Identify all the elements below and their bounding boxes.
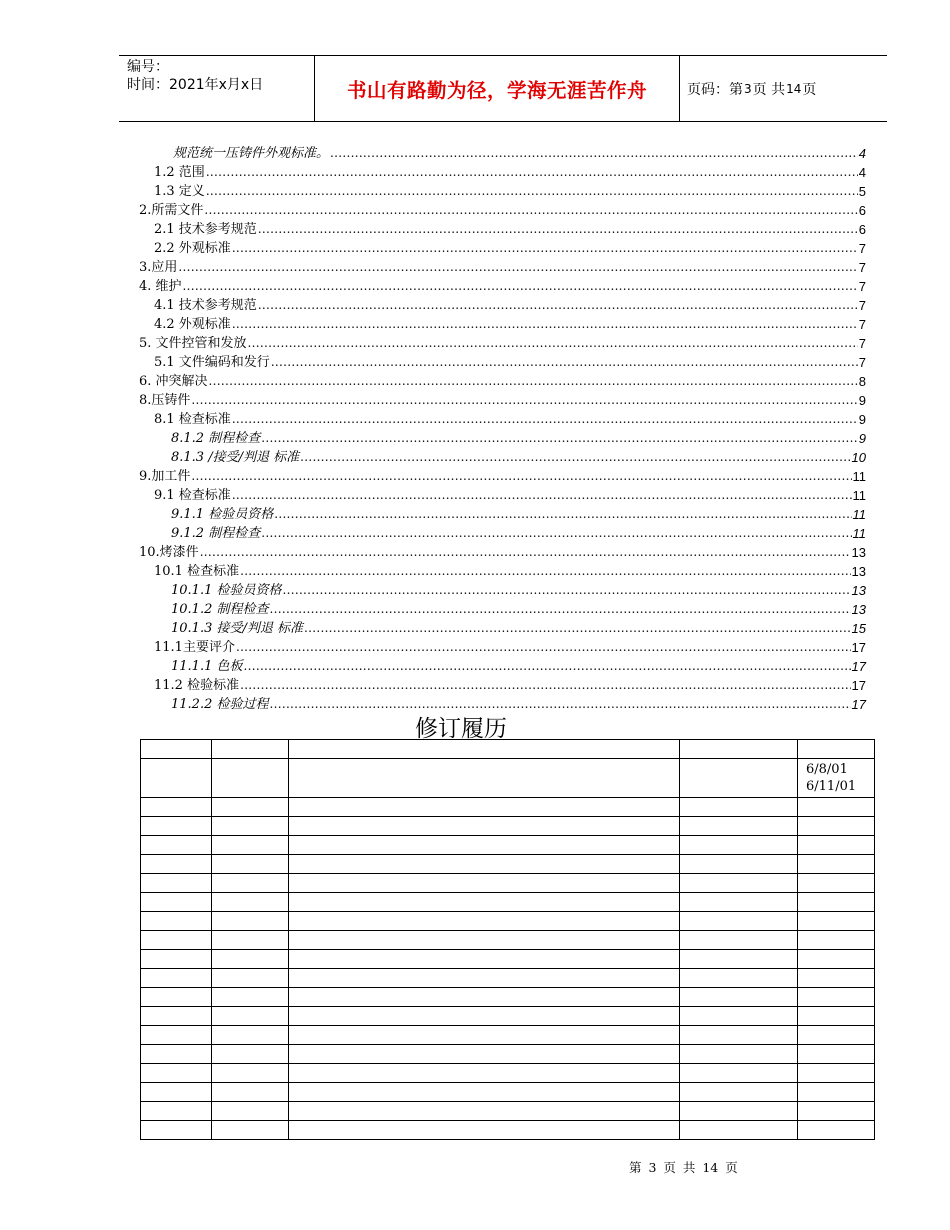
toc-entry-page: 7 xyxy=(858,355,866,370)
toc-entry-label: 4.2 外观标准 xyxy=(154,317,231,332)
table-cell xyxy=(798,1064,875,1083)
toc-entry[interactable] xyxy=(139,353,866,372)
revision-date: 6/11/01 xyxy=(806,779,857,794)
table-cell xyxy=(289,1045,680,1064)
toc-entry-page: 11 xyxy=(852,507,866,522)
toc-leader-dots xyxy=(232,315,858,334)
table-cell xyxy=(141,1064,212,1083)
toc-entry-page: 11 xyxy=(852,488,866,503)
table-cell xyxy=(798,874,875,893)
table-row xyxy=(141,950,875,969)
table-cell xyxy=(289,817,680,836)
table-cell xyxy=(141,798,212,817)
toc-leader-dots xyxy=(330,144,858,163)
toc-entry-label: 8.1.3 /接受/判退 标准 xyxy=(171,450,300,465)
table-cell xyxy=(680,798,798,817)
table-row xyxy=(141,893,875,912)
toc-entry-label: 9.1 检查标准 xyxy=(154,488,231,503)
table-cell xyxy=(212,893,289,912)
table-cell xyxy=(141,817,212,836)
toc-leader-dots xyxy=(243,657,850,676)
toc-leader-dots xyxy=(269,695,850,714)
toc-entry[interactable] xyxy=(139,486,866,505)
table-cell xyxy=(680,1026,798,1045)
toc-entry[interactable] xyxy=(139,638,866,657)
table-cell xyxy=(798,969,875,988)
toc-entry-page: 13 xyxy=(851,583,866,598)
page-total: 14 xyxy=(786,81,802,96)
toc-leader-dots xyxy=(258,220,858,239)
table-cell xyxy=(141,1007,212,1026)
table-cell xyxy=(141,950,212,969)
table-row xyxy=(141,759,875,798)
toc-entry[interactable] xyxy=(139,372,866,391)
table-row xyxy=(141,1045,875,1064)
toc-entry-label: 10.1.1 检验员资格 xyxy=(171,583,282,598)
toc-entry[interactable] xyxy=(139,239,866,258)
table-row xyxy=(141,836,875,855)
toc-entry[interactable] xyxy=(139,296,866,315)
toc-leader-dots xyxy=(232,410,858,429)
toc-leader-dots xyxy=(304,619,851,638)
toc-entry-label: 2.1 技术参考规范 xyxy=(154,222,257,237)
toc-entry-page: 6 xyxy=(858,222,866,237)
table-row xyxy=(141,740,875,759)
table-cell xyxy=(141,912,212,931)
table-cell xyxy=(141,893,212,912)
toc-entry-page: 4 xyxy=(858,165,866,180)
toc-leader-dots xyxy=(261,524,851,543)
table-cell xyxy=(212,969,289,988)
table-cell xyxy=(212,950,289,969)
revision-date: 6/8/01 xyxy=(806,762,848,777)
table-cell xyxy=(212,740,289,759)
table-row xyxy=(141,1121,875,1140)
table-cell xyxy=(141,988,212,1007)
toc-entry-page: 7 xyxy=(858,336,866,351)
toc-entry-label: 8.1.2 制程检查 xyxy=(171,431,261,446)
toc-leader-dots xyxy=(261,429,858,448)
toc-entry-label: 3.应用 xyxy=(139,260,178,275)
table-cell xyxy=(680,1045,798,1064)
table-cell xyxy=(798,740,875,759)
table-cell xyxy=(798,1083,875,1102)
table-cell xyxy=(680,855,798,874)
table-cell xyxy=(680,759,798,798)
toc-entry-label: 11.1主要评介 xyxy=(154,640,235,655)
toc-entry-page: 9 xyxy=(858,393,866,408)
table-cell xyxy=(289,798,680,817)
table-cell xyxy=(680,1121,798,1140)
revision-title: 修订履历 xyxy=(415,716,507,742)
page-footer: 第 3 页 共 14 页 xyxy=(629,1160,738,1175)
toc-entry[interactable] xyxy=(139,600,866,619)
table-cell xyxy=(289,1102,680,1121)
table-cell xyxy=(212,1007,289,1026)
table-cell xyxy=(212,817,289,836)
table-cell xyxy=(289,855,680,874)
toc-leader-dots xyxy=(191,467,851,486)
toc-entry[interactable] xyxy=(139,258,866,277)
table-cell xyxy=(212,1045,289,1064)
table-cell xyxy=(289,1083,680,1102)
table-cell xyxy=(212,912,289,931)
toc-entry[interactable] xyxy=(139,543,866,562)
table-cell xyxy=(212,931,289,950)
toc-entry-label: 9.1.1 检验员资格 xyxy=(171,507,274,522)
toc-entry-page: 4 xyxy=(858,146,866,161)
toc-entry[interactable] xyxy=(139,391,866,410)
table-cell xyxy=(798,1026,875,1045)
table-cell xyxy=(798,893,875,912)
toc-entry-page: 17 xyxy=(851,640,866,655)
toc-entry-label: 8.1 检查标准 xyxy=(154,412,231,427)
table-cell xyxy=(141,740,212,759)
table-row xyxy=(141,817,875,836)
toc-entry[interactable] xyxy=(139,182,866,201)
table-cell xyxy=(289,931,680,950)
toc-entry[interactable] xyxy=(139,448,866,467)
toc-entry-label: 1.2 范围 xyxy=(154,165,205,180)
toc-entry-label: 10.烤漆件 xyxy=(139,545,199,560)
toc-entry[interactable] xyxy=(139,524,866,543)
header-motto: 书山有路勤为径，学海无涯苦作舟 xyxy=(314,56,680,121)
table-cell xyxy=(798,1045,875,1064)
toc-entry[interactable] xyxy=(139,505,866,524)
toc-entry-label: 9.1.2 制程检查 xyxy=(171,526,261,541)
toc-entry[interactable] xyxy=(139,467,866,486)
table-cell xyxy=(798,855,875,874)
table-cell xyxy=(289,912,680,931)
toc-entry-page: 5 xyxy=(858,184,866,199)
header-page-info xyxy=(678,56,887,121)
table-cell xyxy=(212,988,289,1007)
table-cell xyxy=(798,931,875,950)
toc-entry-label: 1.3 定义 xyxy=(154,184,205,199)
toc-entry-label: 6. 冲突解决 xyxy=(139,374,208,389)
toc-leader-dots xyxy=(248,334,858,353)
toc-entry[interactable] xyxy=(139,315,866,334)
header-info xyxy=(119,56,314,121)
table-cell xyxy=(212,1026,289,1045)
toc-entry-page: 17 xyxy=(851,697,866,712)
toc-leader-dots xyxy=(200,543,851,562)
table-cell xyxy=(798,1007,875,1026)
table-cell xyxy=(798,798,875,817)
toc-entry[interactable] xyxy=(139,410,866,429)
toc-leader-dots xyxy=(183,277,858,296)
toc-entry-label: 9.加工件 xyxy=(139,469,191,484)
toc-entry-page: 10 xyxy=(851,450,866,465)
toc-entry[interactable] xyxy=(139,277,866,296)
table-cell xyxy=(289,969,680,988)
table-cell xyxy=(212,855,289,874)
table-cell xyxy=(680,740,798,759)
toc-entry-page: 7 xyxy=(858,298,866,313)
table-cell xyxy=(141,1045,212,1064)
table-cell xyxy=(289,893,680,912)
toc-entry-page: 17 xyxy=(851,678,866,693)
table-cell xyxy=(289,836,680,855)
table-cell xyxy=(141,874,212,893)
table-cell xyxy=(141,1083,212,1102)
revision-table xyxy=(140,739,875,1140)
table-row xyxy=(141,931,875,950)
table-cell xyxy=(212,798,289,817)
toc-leader-dots xyxy=(178,258,857,277)
table-row xyxy=(141,1064,875,1083)
table-cell xyxy=(680,969,798,988)
table-cell xyxy=(289,740,680,759)
toc-entry[interactable] xyxy=(139,201,866,220)
toc-entry[interactable] xyxy=(139,657,866,676)
toc-entry-page: 7 xyxy=(858,260,866,275)
toc-entry-page: 7 xyxy=(858,241,866,256)
toc-entry-page: 13 xyxy=(851,564,866,579)
table-cell xyxy=(680,836,798,855)
toc-entry-label: 10.1 检查标准 xyxy=(154,564,240,579)
table-row xyxy=(141,988,875,1007)
table-cell xyxy=(141,969,212,988)
table-cell xyxy=(798,988,875,1007)
table-cell xyxy=(680,1007,798,1026)
toc-leader-dots xyxy=(191,391,857,410)
toc-entry-page: 6 xyxy=(858,203,866,218)
table-cell xyxy=(680,912,798,931)
table-cell xyxy=(141,1121,212,1140)
table-row xyxy=(141,855,875,874)
toc-leader-dots xyxy=(232,239,858,258)
table-row xyxy=(141,798,875,817)
table-cell xyxy=(212,759,289,798)
toc-leader-dots xyxy=(300,448,850,467)
toc-entry-page: 8 xyxy=(858,374,866,389)
toc-leader-dots xyxy=(271,353,858,372)
toc-leader-dots xyxy=(274,505,851,524)
table-cell xyxy=(141,931,212,950)
toc-entry[interactable] xyxy=(139,619,866,638)
toc-leader-dots xyxy=(204,201,857,220)
table-cell xyxy=(289,1026,680,1045)
table-cell xyxy=(141,1026,212,1045)
toc-entry[interactable] xyxy=(139,429,866,448)
toc-leader-dots xyxy=(240,562,850,581)
toc-entry-page: 13 xyxy=(851,602,866,617)
table-cell xyxy=(141,1102,212,1121)
table-cell xyxy=(680,874,798,893)
table-cell xyxy=(798,1102,875,1121)
toc-entry[interactable] xyxy=(139,676,866,695)
toc-entry-page: 7 xyxy=(858,317,866,332)
toc-leader-dots xyxy=(282,581,850,600)
table-cell xyxy=(798,759,875,798)
toc-entry[interactable] xyxy=(139,334,866,353)
table-cell xyxy=(798,950,875,969)
table-cell xyxy=(798,1121,875,1140)
table-cell xyxy=(289,1007,680,1026)
table-cell xyxy=(680,817,798,836)
toc-entry-page: 17 xyxy=(851,659,866,674)
toc-entry-page: 9 xyxy=(858,431,866,446)
table-cell xyxy=(289,950,680,969)
toc-entry-label: 11.2.2 检验过程 xyxy=(171,697,269,712)
toc-entry-label: 10.1.2 制程检查 xyxy=(171,602,269,617)
toc-entry-label: 规范统一压铸件外观标准。 xyxy=(173,146,330,161)
table-cell xyxy=(798,836,875,855)
toc-entry-label: 5.1 文件编码和发行 xyxy=(154,355,270,370)
table-row xyxy=(141,969,875,988)
time-label: 时间：2021年x月x日 xyxy=(127,77,264,93)
toc-entry[interactable] xyxy=(139,163,866,182)
toc-entry-label: 2.2 外观标准 xyxy=(154,241,231,256)
table-cell xyxy=(289,988,680,1007)
page-suffix: 页 xyxy=(802,81,817,98)
toc-entry-page: 11 xyxy=(852,469,866,484)
table-cell xyxy=(212,1102,289,1121)
table-row xyxy=(141,874,875,893)
toc-entry[interactable] xyxy=(139,220,866,239)
table-cell xyxy=(289,759,680,798)
toc-entry[interactable] xyxy=(139,581,866,600)
table-cell xyxy=(141,759,212,798)
table-cell xyxy=(798,912,875,931)
table-row xyxy=(141,1026,875,1045)
toc-entry-label: 4.1 技术参考规范 xyxy=(154,298,257,313)
toc-entry-page: 15 xyxy=(851,621,866,636)
table-cell xyxy=(680,1083,798,1102)
table-cell xyxy=(289,1121,680,1140)
toc-entry[interactable] xyxy=(139,562,866,581)
toc-entry-label: 5. 文件控管和发放 xyxy=(139,336,247,351)
toc-entry-label: 4. 维护 xyxy=(139,279,182,294)
table-cell xyxy=(289,1064,680,1083)
toc-entry-label: 2.所需文件 xyxy=(139,203,204,218)
table-cell xyxy=(289,874,680,893)
table-cell xyxy=(212,874,289,893)
toc-leader-dots xyxy=(269,600,850,619)
table-row xyxy=(141,1102,875,1121)
toc-entry-page: 7 xyxy=(858,279,866,294)
toc-entry-label: 11.2 检验标准 xyxy=(154,678,240,693)
table-cell xyxy=(212,836,289,855)
table-cell xyxy=(141,836,212,855)
toc-entry-label: 10.1.3 接受/判退 标准 xyxy=(171,621,303,636)
table-cell xyxy=(680,931,798,950)
table-row xyxy=(141,1007,875,1026)
table-cell xyxy=(680,1102,798,1121)
page-header xyxy=(119,55,887,122)
table-cell xyxy=(680,893,798,912)
toc-leader-dots xyxy=(232,486,852,505)
table-of-contents xyxy=(139,144,866,714)
table-row xyxy=(141,1083,875,1102)
toc-entry-label: 8.压铸件 xyxy=(139,393,191,408)
toc-leader-dots xyxy=(206,182,858,201)
table-cell xyxy=(680,950,798,969)
table-cell xyxy=(680,1064,798,1083)
toc-entry-page: 11 xyxy=(852,526,866,541)
toc-leader-dots xyxy=(206,163,858,182)
table-cell xyxy=(141,855,212,874)
toc-entry-page: 9 xyxy=(858,412,866,427)
page-current: 3 xyxy=(744,81,752,96)
toc-leader-dots xyxy=(209,372,858,391)
table-cell xyxy=(212,1064,289,1083)
toc-entry-page: 13 xyxy=(851,545,866,560)
table-cell xyxy=(212,1121,289,1140)
toc-entry-label: 11.1.1 色板 xyxy=(171,659,243,674)
toc-leader-dots xyxy=(240,676,850,695)
number-label: 编号： xyxy=(127,59,169,75)
table-cell xyxy=(680,988,798,1007)
toc-leader-dots xyxy=(258,296,858,315)
table-cell xyxy=(798,817,875,836)
page-mid: 页 共 xyxy=(752,81,786,98)
toc-entry[interactable] xyxy=(139,144,866,163)
table-row xyxy=(141,912,875,931)
toc-leader-dots xyxy=(236,638,851,657)
table-cell xyxy=(212,1083,289,1102)
page-prefix: 页码：第 xyxy=(687,81,743,98)
